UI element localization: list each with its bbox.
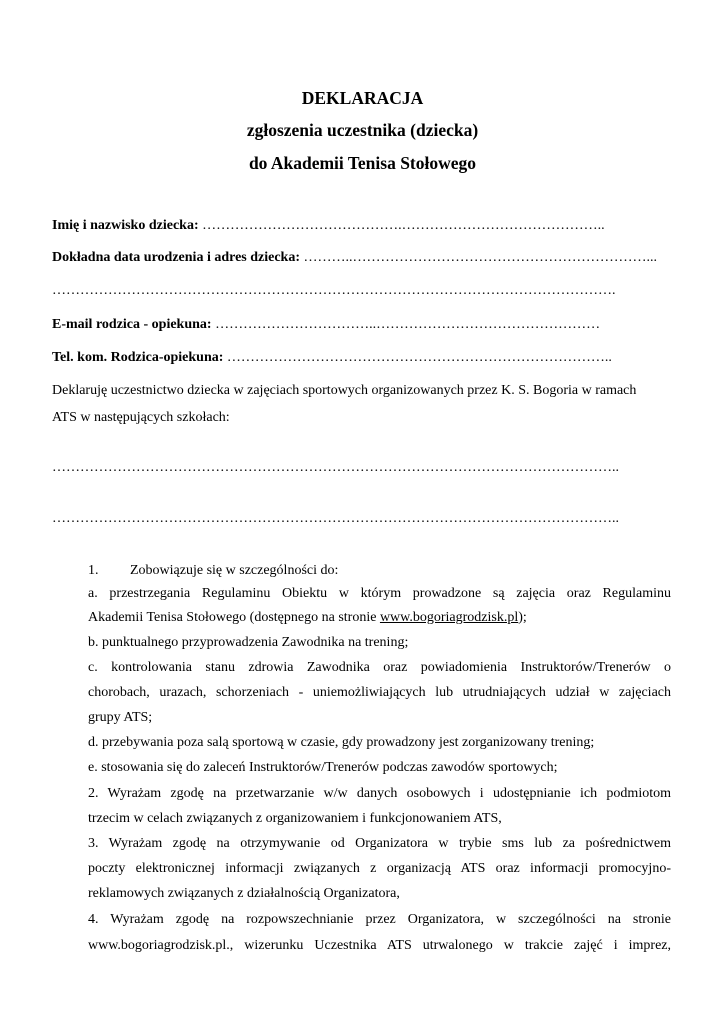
item-b: b. punktualnego przyprowadzenia Zawodnika na trening; — [88, 635, 409, 650]
item-a-line-2-end: ); — [518, 610, 527, 625]
phone-field — [52, 350, 612, 366]
point-3-line-3: reklamowych związanych z działalnością Organizatora, — [88, 886, 400, 901]
point-1-text: Zobowiązuje się w szczególności do: — [130, 563, 339, 578]
declaration-line-1: Deklaruję uczestnictwo dziecka w zajęciach sportowych organizowanych przez K. S. Bogoria w ramach — [52, 383, 637, 398]
birth-address-label: Dokładna data urodzenia i adres dziecka: — [52, 250, 301, 265]
item-d: d. przebywania poza salą sportową w czasie, gdy prowadzony jest zorganizowany trening; — [88, 735, 595, 750]
birth-address-dots: ………..………………………………………………………... — [303, 250, 658, 265]
point-4-line-2: www.bogoriagrodzisk.pl., wizerunku Uczestnika ATS utrwalonego w trakcie zajęć i imprez, — [88, 938, 671, 953]
website-link[interactable]: www.bogoriagrodzisk.pl — [379, 610, 519, 625]
child-name-label: Imię i nazwisko dziecka: — [52, 218, 199, 233]
document-title: DEKLARACJA — [301, 88, 424, 108]
schools-dots-1: ………………………………………………………………………………………………………….. — [52, 460, 619, 475]
email-field — [52, 317, 600, 333]
child-name-field — [52, 218, 605, 234]
email-label: E-mail rodzica - opiekuna: — [52, 317, 212, 332]
item-e: e. stosowania się do zaleceń Instruktorów/Trenerów podczas zawodów sportowych; — [88, 760, 558, 775]
item-c-line-2: chorobach, urazach, schorzeniach - uniemożliwiających lub utrudniających udział w zajęciach — [88, 685, 671, 700]
phone-label: Tel. kom. Rodzica-opiekuna: — [52, 350, 224, 365]
point-2-line-1: 2. Wyrażam zgodę na przetwarzanie w/w danych osobowych i udostępnianie ich podmiotom — [88, 786, 671, 801]
declaration-line-2: ATS w następujących szkołach: — [52, 410, 230, 425]
item-a-line-1: a. przestrzegania Regulaminu Obiektu w którym prowadzone są zajęcia oraz Regulaminu — [88, 586, 671, 601]
schools-dots-2: ………………………………………………………………………………………………………….. — [52, 511, 619, 526]
document-subtitle-1: zgłoszenia uczestnika (dziecka) — [246, 120, 479, 140]
point-3-line-2: poczty elektronicznej informacji związanych z organizacją ATS oraz informacji promocyjno- — [88, 861, 671, 876]
item-a-line-2 — [88, 610, 527, 626]
document-subtitle-2: do Akademii Tenisa Stołowego — [248, 153, 477, 173]
point-3-line-1: 3. Wyrażam zgodę na otrzymywanie od Organizatora w trybie sms lub za pośrednictwem — [88, 836, 671, 851]
phone-dots: ……………………………………………………………………….. — [226, 350, 612, 365]
address-continuation-dots: …………………………………………………………………………………………………………. — [52, 283, 616, 298]
email-dots: ……………………………..………………………………………… — [215, 317, 601, 332]
item-a-line-2-text: Akademii Tenisa Stołowego (dostępnego na stronie — [88, 610, 380, 625]
item-c-line-1: c. kontrolowania stanu zdrowia Zawodnika oraz powiadomienia Instruktorów/Trenerów o — [88, 660, 671, 675]
point-2-line-2: trzecim w celach związanych z organizowaniem i funkcjonowaniem ATS, — [88, 811, 502, 826]
birth-address-field — [52, 250, 657, 266]
child-name-dots: …………………………………….…………………………………….. — [202, 218, 605, 233]
point-1-number: 1. — [88, 563, 99, 578]
item-c-line-3: grupy ATS; — [88, 710, 153, 725]
point-4-line-1: 4. Wyrażam zgodę na rozpowszechnianie przez Organizatora, w szczególności na stronie — [88, 912, 671, 927]
